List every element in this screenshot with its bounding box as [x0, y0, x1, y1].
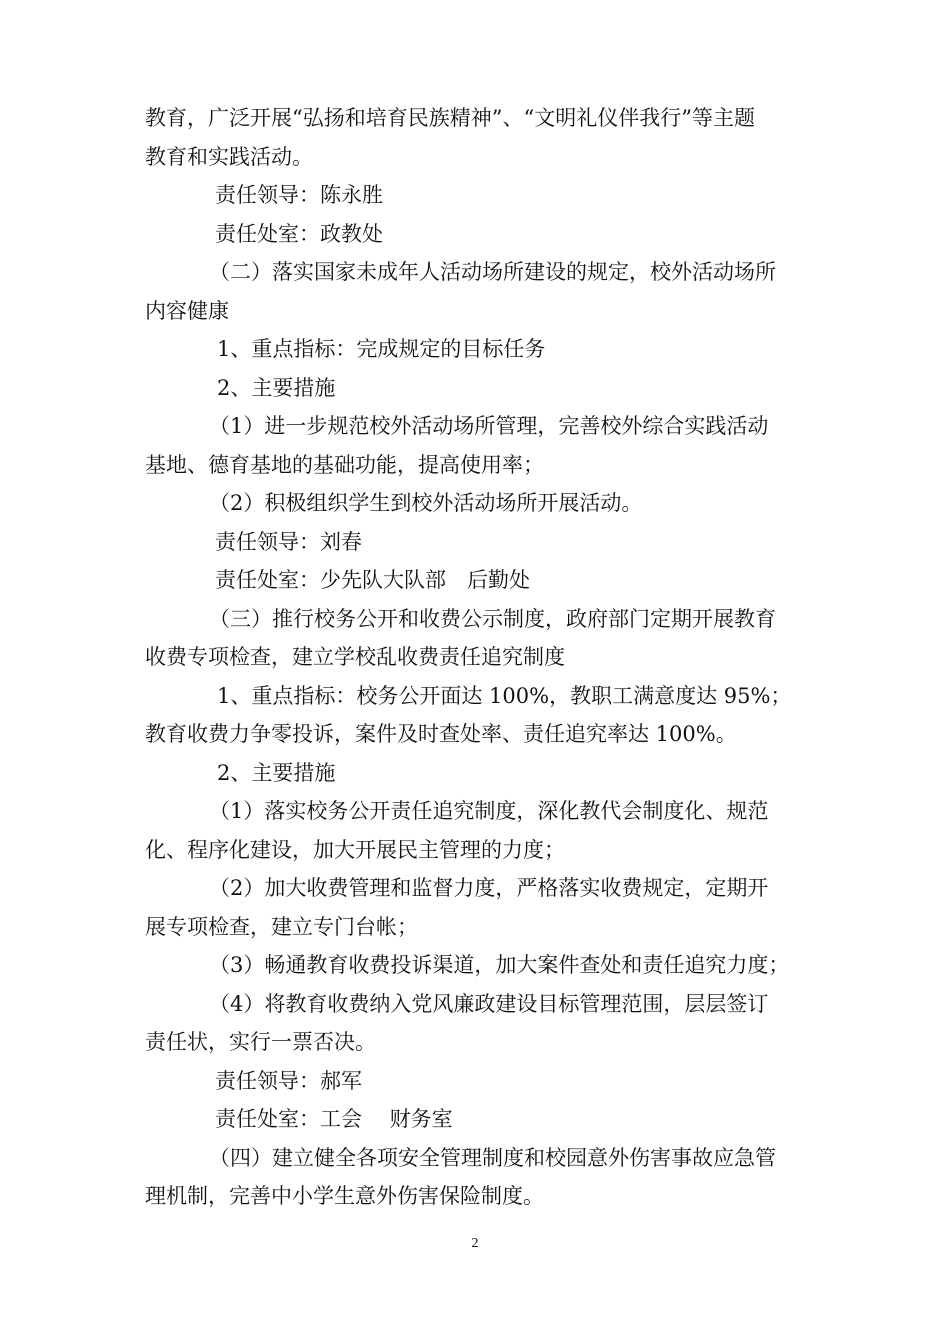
body-line: 责任状，实行一票否决。 — [145, 1030, 376, 1054]
body-line: （3）畅通教育收费投诉渠道，加大案件查处和责任追究力度； — [209, 953, 790, 977]
body-line: （2）加大收费管理和监督力度，严格落实收费规定，定期开 — [209, 876, 769, 900]
body-line: （2）积极组织学生到校外活动场所开展活动。 — [209, 491, 643, 515]
section-heading-continued: 收费专项检查，建立学校乱收费责任追究制度 — [145, 645, 565, 669]
body-line: 责任领导：郝军 — [215, 1068, 362, 1093]
body-line: 责任领导：刘春 — [215, 529, 362, 554]
body-line: 责任处室：少先队大队部 后勤处 — [215, 568, 530, 592]
body-line: 2、主要措施 — [217, 760, 336, 785]
body-line: （1）落实校务公开责任追究制度，深化教代会制度化、规范 — [209, 799, 769, 823]
section-heading-continued: 内容健康 — [145, 298, 229, 323]
body-line: 责任处室：政教处 — [215, 221, 383, 246]
body-line: 2、主要措施 — [217, 375, 336, 400]
body-line: 责任处室：工会 财务室 — [215, 1107, 453, 1131]
document-body — [145, 99, 810, 1216]
page-number: 2 — [471, 1236, 479, 1251]
body-line: 责任领导：陈永胜 — [215, 183, 383, 207]
body-line: （4）将教育收费纳入党风廉政建设目标管理范围，层层签订 — [209, 991, 769, 1016]
body-line: 教育收费力争零投诉，案件及时查处率、责任追究率达 100%。 — [145, 722, 737, 746]
body-line: 化、程序化建设，加大开展民主管理的力度； — [145, 837, 565, 862]
body-line: 基地、德育基地的基础功能，提高使用率； — [145, 452, 544, 477]
section-heading: （四）建立健全各项安全管理制度和校园意外伤害事故应急管 — [209, 1145, 776, 1170]
section-heading-continued: 理机制，完善中小学生意外伤害保险制度。 — [145, 1184, 544, 1208]
body-line: 教育，广泛开展“弘扬和培育民族精神”、“文明礼仪伴我行”等主题 — [145, 106, 755, 130]
body-line: 教育和实践活动。 — [145, 144, 313, 169]
section-heading: （二）落实国家未成年人活动场所建设的规定，校外活动场所 — [209, 260, 776, 284]
body-line: 1、重点指标：校务公开面达 100%，教职工满意度达 95%； — [217, 683, 792, 708]
section-heading: （三）推行校务公开和收费公示制度，政府部门定期开展教育 — [209, 606, 776, 631]
body-line: 1、重点指标：完成规定的目标任务 — [217, 337, 546, 361]
body-line: （1）进一步规范校外活动场所管理，完善校外综合实践活动 — [209, 414, 769, 438]
body-line: 展专项检查，建立专门台帐； — [145, 914, 418, 939]
